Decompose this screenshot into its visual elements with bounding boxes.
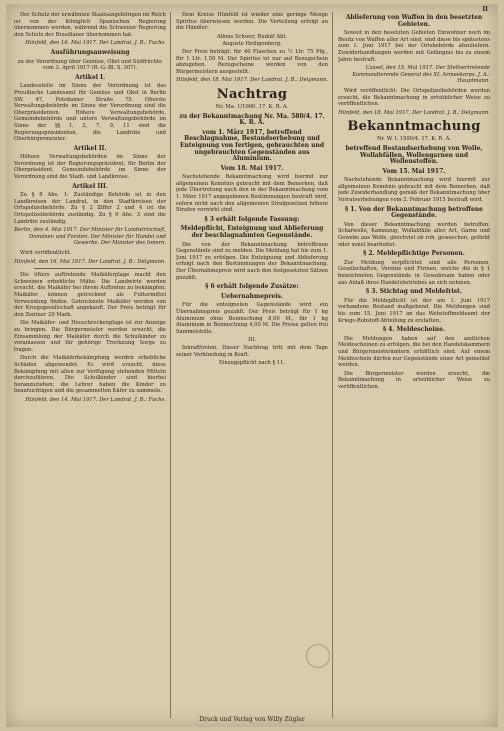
middle-heading: Meldepflicht, Enteignung und Ablieferung der beschlagnahmten Gegenstände. [180,225,324,240]
left-separator [34,268,146,269]
right-paragraph: Von dieser Bekanntmachung werden betroffen: Schafwolle, Kammzug, Wollabfälle aller Art, Garne und Gewebe aus Wolle, gleichviel ob roh, gewaschen, gefärbt oder sonst bearbeitet. [338,221,490,248]
left-paragraph: Die öfters auftretende Maikäferplage macht den Schweinen erhebliche Mühe. Die Landwirte werden ersucht, die Maikäfer bei ihrem Auftreten zu bekämpfen; Maikäfer können getrocknet als Futtermittel Verwendung finden. Getrocknete Maikäfer werden von der Kriegsgesellschaft angekauft. Der Preis beträgt für den Zentner 20 Mark. [14,272,166,318]
right-notice-title: Bekanntmachung [347,119,481,135]
right-heading: § 1. Von der Bekanntmachung betroffene Gegenstände. [345,205,483,220]
ink-stamp [306,644,330,668]
middle-centered-line: III. [248,337,256,344]
left-centered-line: zu der Verordnung über Gemüse, Obst und Südfrüchte vom 3. April 1917 (R.-G.-Bl. S. 307). [17,58,163,72]
left-heading: Artikel II. [73,144,107,152]
right-heading: § 3. Stichtag und Meldefrist. [366,288,462,296]
right-heading: Vom 15. Mai 1917. [382,167,446,175]
middle-column [176,12,328,712]
left-paragraph: Wird veröffentlicht. [20,250,72,256]
middle-heading: zu der Bekanntmachung Nr. Ma. 580/4. 17. K. R. A. [179,112,325,127]
middle-paragraph: Nachstehende Bekanntmachung wird hiermit zur allgemeinen Kenntnis gebracht mit dem Bemerken, daß jede Übertretung nach den in der Bekanntmachung vom 1. März 1917 angegebenen Bestimmungen bestraft wird, sofern nicht nach den allgemeinen Strafgesetzen höhere Strafen verwirkt sind. [176,174,328,214]
right-heading: § 4. Meldescheine. [382,326,446,334]
right-paragraph: Für die Meldepflicht ist der am 1. Juni 1917 vorhandene Bestand maßgebend. Die Meldungen sind bis zum 15. Juni 1917 an das Webstoffmeldeamt der Kriegs-Rohstoff-Abteilung zu erstatten. [338,297,490,324]
middle-centered-line: Auguste Heiligenberg. [222,41,282,48]
right-paragraph: Soweit in den besetzten Gebieten Einwohner noch im Besitz von Waffen aller Art sind, sind diese bis spätestens zum 1. Juni 1917 bei der Ortsbehörde abzuliefern. Zuwiderhandlungen werden mit Gefängnis bis zu einem Jahre bestraft. [338,30,490,63]
left-column [14,12,166,712]
right-signature: Hünfeld, den 18. Mai 1917. Der Landrat. J. B.: Delgmann. [338,109,490,116]
middle-paragraph: Die von der Bekanntmachung betroffenen Gegenstände sind zu melden. Die Meldung hat bis zum 1. Juni 1917 zu erfolgen. Die Enteignung und Ablieferung erfolgt nach den Bestimmungen der Bekanntmachung. Der Übernahmepreis wird nach den festgesetzten Sätzen gezahlt. [176,241,328,281]
middle-paragraph: Der Preis beträgt: für 40 Flaschen zu ½ Ltr. 75 Pfg., für 1 Ltr. 1,50 M. Der Spiritus ist nur auf Bezugschein abzugeben. Bezugscheine werden von den Bürgermeistern ausgestellt. [176,48,328,75]
right-heading: Ablieferung von Waffen in den besetzten Gebieten. [345,14,483,28]
middle-heading: § 3 erhält folgende Fassung: [204,215,300,223]
left-heading: Ausführungsanweisung [50,48,130,56]
right-signature: Cassel, den 15. Mai 1917. Der Stellvertretende Kommandierende General des XI. Armeekorps. J. A.: Hauptmann. [352,65,490,85]
left-paragraph: Durch die Maikäferbekämpfung werden erhebliche Schäden abgewendet. Es wird ersucht, diese Bekämpfung mit allen zur Verfügung stehenden Mitteln durchzuführen. Die Schulkinder sind hierbei heranzuziehen; die Lehrer haben die Kinder zu beaufsichtigen und die gesammelten Käfer zu sammeln. [14,355,166,395]
middle-heading: Vom 18. Mai 1917. [220,164,284,172]
middle-notice-title: Nachtrag [216,86,288,102]
column-rule-1 [170,12,171,718]
middle-signature: Hünfeld, den 18. Mai 1917. Der Landrat. J. B.: Delgmann. [176,77,328,84]
left-signature: Hünfeld, den 16. Mai 1917. Der Landrat. J. B.: Delgmann. [14,258,166,265]
middle-heading: Uebernahmepreis. [221,292,283,300]
newspaper-page [6,4,498,727]
middle-centered-line: Einzugspflicht nach § 11. [218,360,286,367]
left-paragraph: Höhere Verwaltungsbehörden im Sinne der Verordnung ist der Regierungspräsident, für Berlin der Oberpräsident. Gemeindebehörde im Sinne der Verordnung sind die Stadt- und Landkreise. [14,154,166,181]
left-heading: Artikel I. [74,73,106,81]
right-centered-line: Nr. W. I. 1500/4. 17. K. R. A. [376,136,452,143]
right-paragraph: Die Bürgermeister werden ersucht, die Bekanntmachung in ortsüblicher Weise zu veröffentlichen. [338,370,490,390]
left-signature: Hünfeld, den 14. Mai 1917. Der Landrat. J. B.: Fuchs. [25,396,166,403]
right-heading: betreffend Bestandserhebung von Wolle, Wollabfällen, Wollengarnen und Wollenstoffen. [345,144,483,166]
middle-heading: vom 1. März 1917, betreffend Beschlagnahme, Bestandserhebung und Enteignung von fertigen, gebrauchten und ungebrauchten Gegenständen aus Aluminium. [179,128,325,163]
right-paragraph: Nachstehende Bekanntmachung wird hiermit zur allgemeinen Kenntnis gebracht mit dem Bemerken, daß jede Zuwiderhandlung gemäß der Bekanntmachung über Vorratserhebungen vom 2. Februar 1915 bestraft wird. [338,177,490,204]
left-paragraph: Der Schutz der erwähnten Staatsangehörigen im Reich ist von der Königlich Spanischen Regierung übernommen worden, während die Schweizer Regierung den Schutz der Brasilianer übernommen hat. [14,12,166,38]
column-rule-2 [332,12,333,718]
left-paragraph: Landesstelle im Sinne der Verordnung ist das Preußische Landesamt für Gemüse und Obst in Berlin SW. 47, Potsdamer Straße 75. Oberste Verwaltungsbehörde im Sinne der Verordnung sind die Oberpräsidenten. Höhere Verwaltungsbehörde, Gemeindebehörde und untere Verwaltungsbehörde im Sinne der §§ 1, 2, 7, 9, 11 sind die Regierungspräsidenten, die Landräte und Oberbürgermeister. [14,83,166,143]
middle-paragraph: Inkrafttreten. Dieser Nachtrag tritt mit dem Tage seiner Verkündung in Kraft. [176,344,328,358]
right-paragraph: Die Meldungen haben auf den amtlichen Meldescheinen zu erfolgen, die bei den Handelskammern und Bürgermeisterämtern erhältlich sind. Auf einem Meldeschein dürfen nur Gegenstände einer Art gemeldet werden. [338,335,490,369]
left-heading: Artikel III. [72,182,108,190]
right-paragraph: Wird veröffentlicht. Die Ortspolizeibehörden werden ersucht, die Bekanntmachung in ortsüblicher Weise zu veröffentlichen. [338,87,490,108]
left-signature: Berlin, den 4. Mai 1917. Der Minister für Landwirtschaft, Domänen und Forsten. Der Minister für Handel und Gewerbe. Der Minister des Innern. [14,227,166,247]
middle-heading: § 6 erhält folgende Zusätze: [205,283,299,291]
left-signature: Hünfeld, den 16. Mai 1917. Der Landrat. J. B.: Fuchs. [25,40,166,47]
left-paragraph: Zu § 8 Abs. 1: Zuständige Behörde ist in den Landkreisen der Landrat, in den Stadtkreisen der Ortspolizeibehörde. Zu § 2 Ziffer 2 und 4 ist die Ortspolizeibehörde zuständig. Zu § 9 Abs. 3 sind die Landräte zuständig. [14,192,166,225]
middle-paragraph: Dem Kreise Hünfeld ist wieder eine geringe Menge Spiritus überwiesen worden. Die Verteilung erfolgt an die Händler: [176,12,328,32]
right-column [338,12,490,712]
middle-paragraph: Für die enteigneten Gegenstände wird ein Übernahmepreis gezahlt. Der Preis beträgt für 1 kg Aluminium ohne Beimischung 8,00 M., für 1 kg Aluminium in Beimischung 4,00 M. Die Preise gelten frei Sammelstelle. [176,302,328,335]
left-paragraph: Die Maikäfer- und Heuschreckenplage ist zur Anzeige zu bringen. Die Bürgermeister werden ersucht, die Einsammlung der Maikäfer durch die Schulkinder zu veranlassen und für gehörige Trocknung Sorge zu tragen. [14,320,166,353]
middle-centered-line: Alfons Schwer, Rudolf Abt. [216,33,288,40]
middle-centered-line: Nr. Ma. 1/1000. 17. K. R. A. [215,103,289,110]
right-paragraph: Zur Meldung verpflichtet sind alle Personen, Gesellschaften, Vereine und Firmen, welche die in § 1 bezeichneten Gegenstände in Gewahrsam haben oder aus Anlaß ihres Handelsbetriebes an sich nehmen. [338,259,490,286]
right-heading: § 2. Meldepflichtige Personen. [363,250,465,258]
footer-imprint: Druck und Verlag von Willy Zügler [199,716,305,723]
page-number: II [482,6,488,13]
